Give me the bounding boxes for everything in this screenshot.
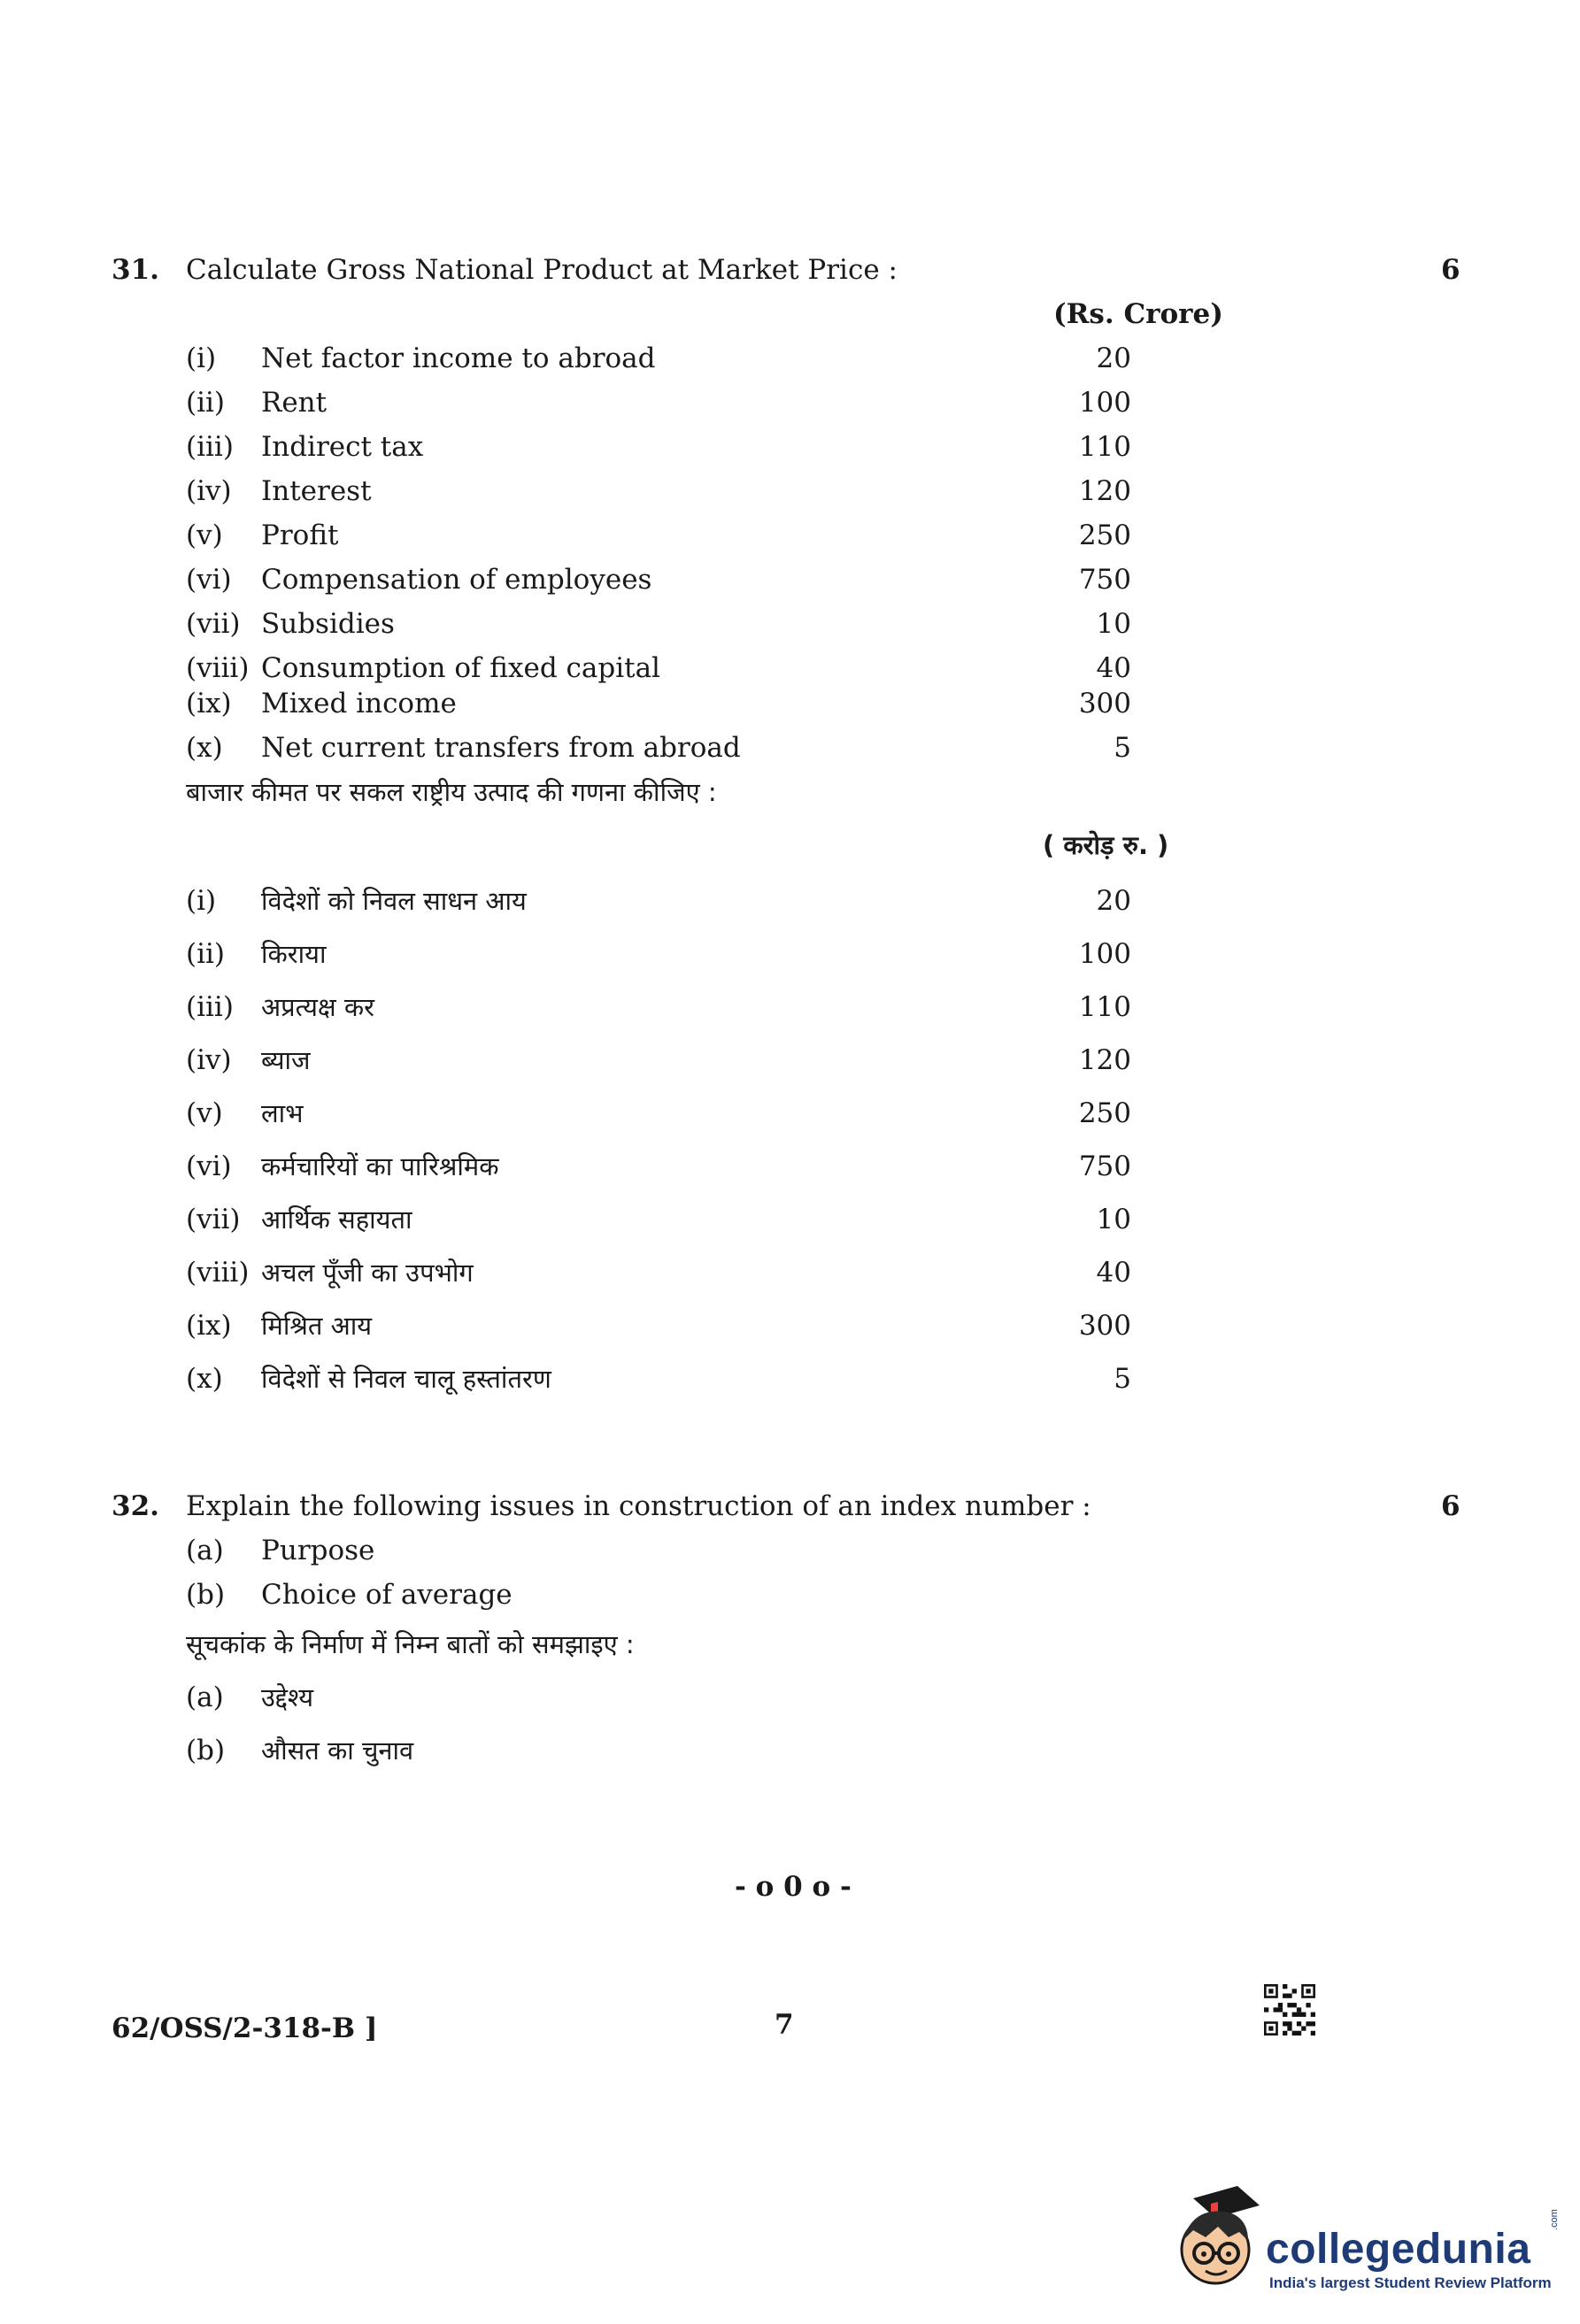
- q31-item-en-roman: (x): [186, 732, 223, 764]
- q31-item-hi-value: 300: [1078, 1310, 1131, 1342]
- q31-item-en-roman: (vii): [186, 608, 241, 640]
- q31-item-en-label: Net current transfers from abroad: [261, 732, 741, 764]
- q32-item-b-letter: (b): [186, 1579, 226, 1611]
- q31-item-en-value: 250: [1078, 519, 1131, 551]
- q31-item-en-value: 110: [1078, 431, 1131, 463]
- q31-item-hi-roman: (vi): [186, 1150, 232, 1182]
- q31-item-en-label: Indirect tax: [261, 431, 424, 463]
- q31-item-hi-roman: (vii): [186, 1204, 241, 1235]
- q31-item-en-value: 20: [1096, 342, 1131, 374]
- q31-item-en-value: 300: [1078, 688, 1131, 720]
- q32-item-a-letter: (a): [186, 1535, 224, 1566]
- q31-item-en-value: 5: [1114, 732, 1131, 764]
- q31-item-hi-label: लाभ: [261, 1098, 304, 1128]
- q31-item-hi-value: 750: [1078, 1150, 1131, 1182]
- q31-item-hi-roman: (v): [186, 1097, 223, 1129]
- q31-item-hi-label: अचल पूँजी का उपभोग: [261, 1258, 474, 1288]
- q32-marks: 6: [1441, 1490, 1461, 1522]
- q31-item-hi-value: 10: [1096, 1204, 1131, 1235]
- q31-item-en-label: Interest: [261, 475, 372, 507]
- q31-item-en-value: 10: [1096, 608, 1131, 640]
- q31-item-en-roman: (viii): [186, 652, 250, 684]
- q31-item-hi-roman: (x): [186, 1363, 223, 1395]
- q31-item-hi-value: 100: [1078, 938, 1131, 970]
- q31-item-en-label: Rent: [261, 387, 328, 419]
- q31-item-hi-label: ब्याज: [261, 1045, 311, 1075]
- q31-item-en-roman: (v): [186, 519, 223, 551]
- brand-name: collegedunia: [1266, 2226, 1531, 2273]
- q31-item-en-label: Subsidies: [261, 608, 395, 640]
- paper-code: 62/OSS/2-318-B ]: [112, 2012, 378, 2044]
- q32-question-text-hi: सूचकांक के निर्माण में निम्न बातों को समझाइए :: [186, 1629, 635, 1659]
- q31-item-hi-label: विदेशों को निवल साधन आय: [261, 886, 527, 916]
- q31-item-en-label: Net factor income to abroad: [261, 342, 656, 374]
- q31-item-en-roman: (i): [186, 342, 217, 374]
- q31-number: 31.: [112, 254, 159, 286]
- q31-item-hi-roman: (ix): [186, 1310, 232, 1342]
- q31-item-hi-roman: (iv): [186, 1044, 232, 1076]
- q31-item-en-roman: (iv): [186, 475, 232, 507]
- q32-item-a-label: Purpose: [261, 1535, 375, 1566]
- q31-item-en-label: Profit: [261, 519, 339, 551]
- q31-item-en-roman: (vi): [186, 564, 232, 596]
- q32-item-a-label-hi: उद्देश्य: [261, 1682, 314, 1712]
- q31-unit-en: (Rs. Crore): [1053, 298, 1223, 330]
- q31-item-hi-label: विदेशों से निवल चालू हस्तांतरण: [261, 1364, 551, 1394]
- q31-item-en-value: 750: [1078, 564, 1131, 596]
- brand-tagline: India's largest Student Review Platform: [1269, 2274, 1552, 2291]
- page-number: 7: [775, 2009, 794, 2041]
- q32-item-a-letter-hi: (a): [186, 1681, 224, 1713]
- q31-item-hi-roman: (ii): [186, 938, 226, 970]
- q31-item-hi-value: 40: [1096, 1257, 1131, 1289]
- q31-item-en-value: 40: [1096, 652, 1131, 684]
- qr-code-icon: [1264, 1984, 1315, 2035]
- q31-question-text: Calculate Gross National Product at Market Price :: [186, 254, 898, 286]
- q32-item-b-label-hi: औसत का चुनाव: [261, 1735, 414, 1766]
- q31-item-en-roman: (ii): [186, 387, 226, 419]
- q31-item-en-label: Compensation of employees: [261, 564, 652, 596]
- q31-item-hi-roman: (i): [186, 885, 217, 917]
- q31-item-hi-value: 5: [1114, 1363, 1131, 1395]
- q31-item-en-roman: (ix): [186, 688, 232, 720]
- student-mascot-icon: [1167, 2179, 1264, 2303]
- q31-item-hi-label: अप्रत्यक्ष कर: [261, 992, 375, 1022]
- brand-suffix: .com: [1549, 2209, 1560, 2230]
- q32-item-b-label: Choice of average: [261, 1579, 513, 1611]
- q31-item-en-value: 100: [1078, 387, 1131, 419]
- q31-item-hi-label: किराया: [261, 939, 327, 969]
- q31-question-text-hi: बाजार कीमत पर सकल राष्ट्रीय उत्पाद की गणना कीजिए :: [186, 777, 717, 807]
- q31-item-en-label: Mixed income: [261, 688, 457, 720]
- q31-item-en-roman: (iii): [186, 431, 234, 463]
- q31-item-en-label: Consumption of fixed capital: [261, 652, 660, 684]
- q31-item-hi-roman: (iii): [186, 991, 234, 1023]
- q31-unit-hi: ( करोड़ रु. ): [1043, 830, 1169, 860]
- q31-item-hi-value: 20: [1096, 885, 1131, 917]
- q31-item-hi-label: मिश्रित आय: [261, 1311, 373, 1341]
- q32-question-text: Explain the following issues in construction of an index number :: [186, 1490, 1091, 1522]
- q31-item-hi-value: 110: [1078, 991, 1131, 1023]
- q31-item-hi-value: 120: [1078, 1044, 1131, 1076]
- end-of-paper-mark: - o 0 o -: [735, 1871, 852, 1903]
- q31-item-hi-roman: (viii): [186, 1257, 250, 1289]
- q32-item-b-letter-hi: (b): [186, 1735, 226, 1766]
- q31-item-hi-value: 250: [1078, 1097, 1131, 1129]
- q31-item-hi-label: आर्थिक सहायता: [261, 1204, 412, 1235]
- q31-item-en-value: 120: [1078, 475, 1131, 507]
- q31-marks: 6: [1441, 254, 1461, 286]
- q32-number: 32.: [112, 1490, 159, 1522]
- q31-item-hi-label: कर्मचारियों का पारिश्रमिक: [261, 1151, 499, 1181]
